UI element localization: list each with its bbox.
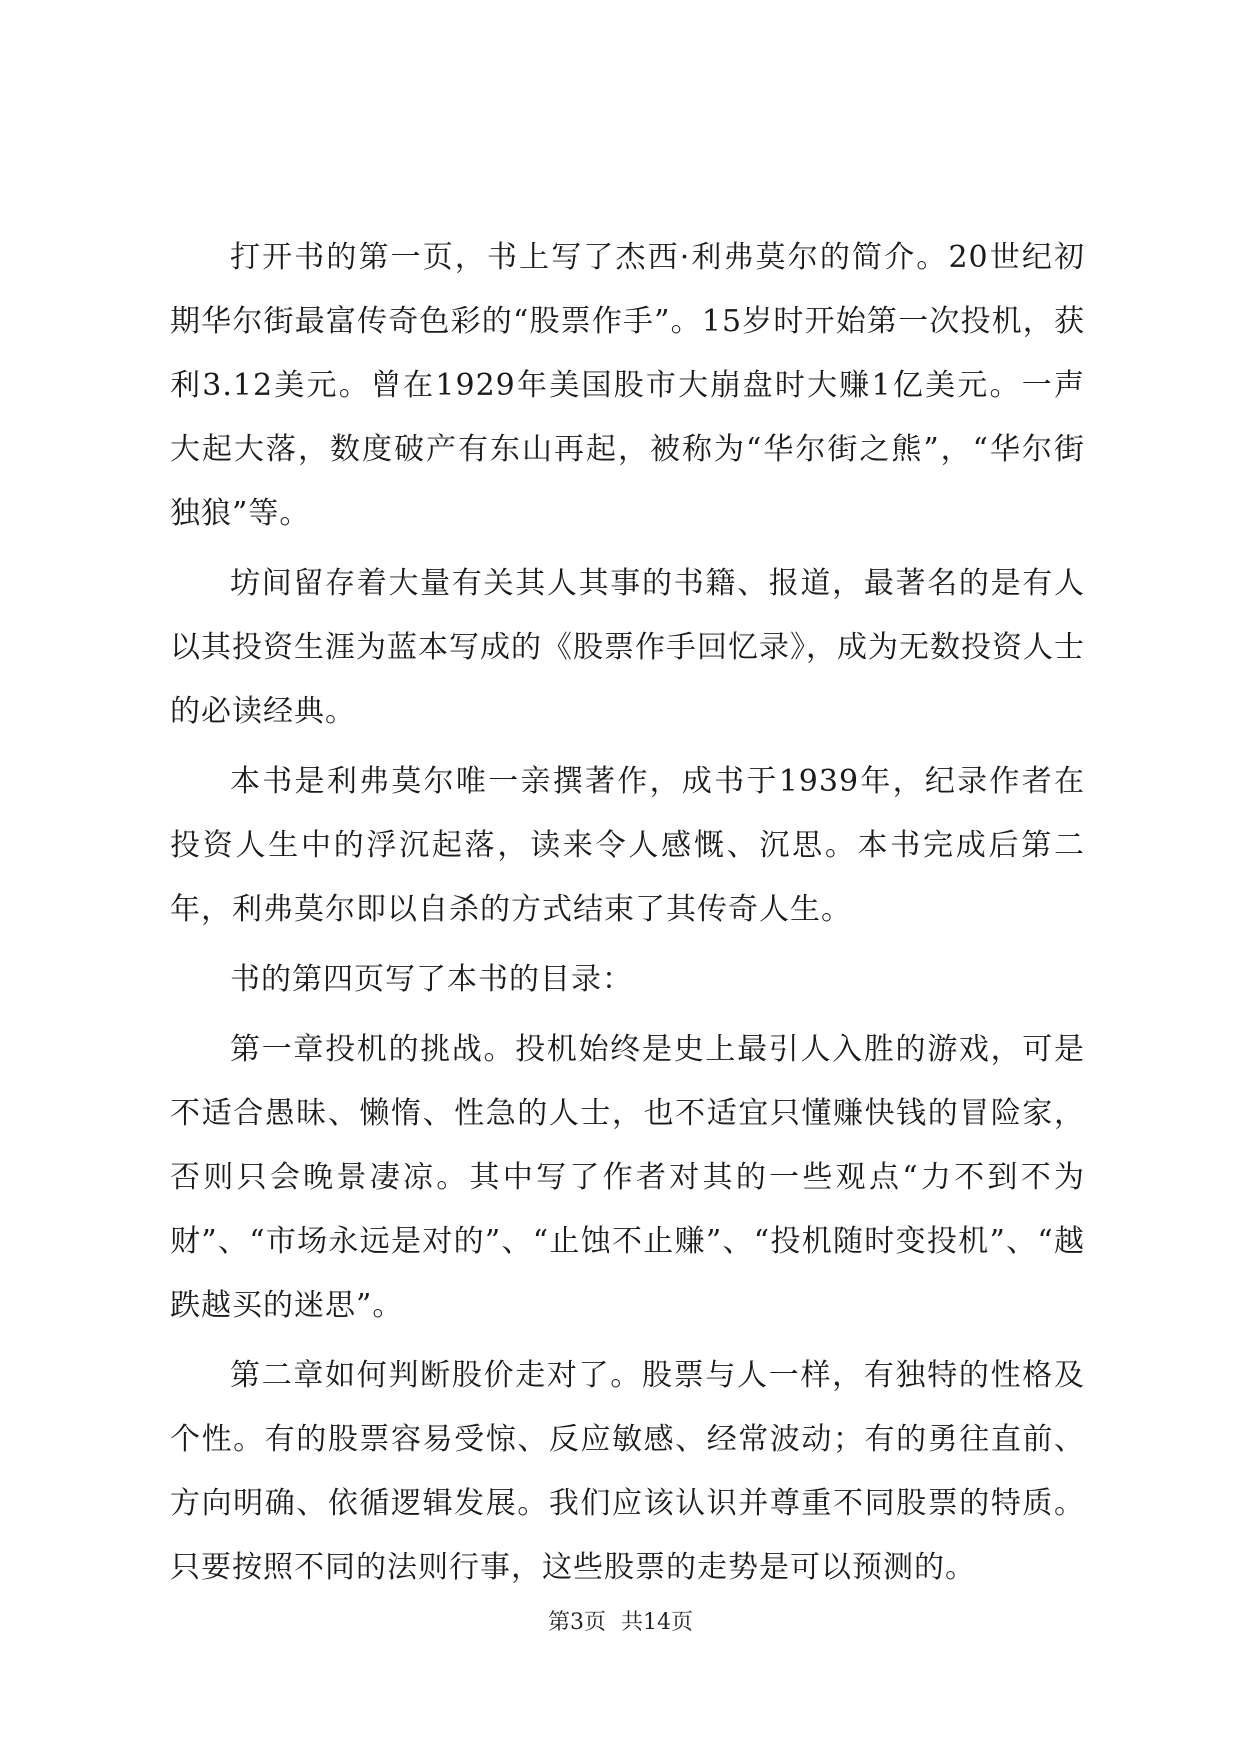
paragraph-books: 坊间留存着大量有关其人其事的书籍、报道，最著名的是有人以其投资生涯为蓝本写成的《股票作手回忆录》，成为无数投资人士的必读经典。 [170, 566, 1085, 729]
document-body [170, 226, 1085, 1606]
page-number: 第3页 [548, 1610, 606, 1635]
paragraph-chapter-1: 第一章投机的挑战。投机始终是史上最引人入胜的游戏，可是不适合愚昧、懒惰、性急的人士，也不适宜只懂赚快钱的冒险家，否则只会晚景凄凉。其中写了作者对其的一些观点“力不到不为财”、“市场永远是对的”、“止蚀不止赚”、“投机随时变投机”、“越跌越买的迷思”。 [170, 1032, 1085, 1323]
paragraph-about-book: 本书是利弗莫尔唯一亲撰著作，成书于1939年，纪录作者在投资人生中的浮沉起落，读来令人感慨、沉思。本书完成后第二年，利弗莫尔即以自杀的方式结束了其传奇人生。 [170, 764, 1085, 927]
paragraph-intro: 打开书的第一页，书上写了杰西·利弗莫尔的简介。20世纪初期华尔街最富传奇色彩的“股票作手”。15岁时开始第一次投机，获利3.12美元。曾在1929年美国股市大崩盘时大赚1亿美元。一声大起大落，数度破产有东山再起，被称为“华尔街之熊”，“华尔街独狼”等。 [170, 240, 1085, 531]
paragraph-toc-intro: 书的第四页写了本书的目录： [230, 962, 633, 997]
page-footer [0, 1608, 1241, 1638]
paragraph-chapter-2: 第二章如何判断股价走对了。股票与人一样，有独特的性格及个性。有的股票容易受惊、反应敏感、经常波动；有的勇往直前、方向明确、依循逻辑发展。我们应该认识并尊重不同股票的特质。只要按照不同的法则行事，这些股票的走势是可以预测的。 [170, 1358, 1085, 1585]
page-total: 共14页 [621, 1610, 693, 1635]
